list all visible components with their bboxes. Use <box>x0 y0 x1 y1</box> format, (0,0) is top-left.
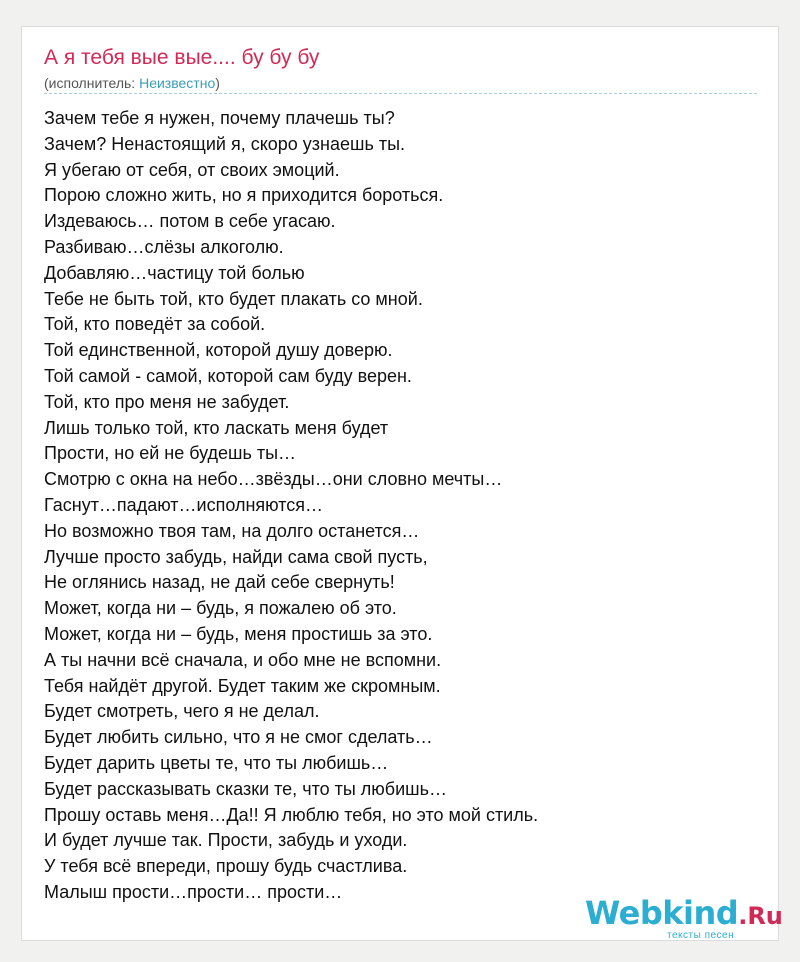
lyric-line: Той, кто про меня не забудет. <box>44 391 290 412</box>
lyric-line: У тебя всё впереди, прошу будь счастлива. <box>44 856 408 877</box>
lyric-line: Малыш прости…прости… прости… <box>44 881 343 902</box>
artist-line <box>44 74 220 92</box>
lyric-line: Той единственной, которой душу доверю. <box>44 340 393 361</box>
lyric-line: Зачем тебе я нужен, почему плачешь ты? <box>44 108 395 128</box>
lyric-line: А ты начни всё сначала, и обо мне не вспомни. <box>44 649 442 670</box>
lyric-line: Но возможно твоя там, на долго останется… <box>44 520 420 541</box>
lyrics-card <box>21 26 783 941</box>
lyric-line: Прошу оставь меня…Да!! Я люблю тебя, но это мой стиль. <box>44 804 539 825</box>
lyric-line: Гаснут…падают…исполняются… <box>44 494 324 515</box>
lyric-line: Той, кто поведёт за собой. <box>44 314 266 335</box>
lyric-line: Добавляю…частицу той болью <box>44 262 305 283</box>
lyric-line: Смотрю с окна на небо…звёзды…они словно мечты… <box>44 469 503 490</box>
lyric-line: Будет дарить цветы те, что ты любишь… <box>44 752 389 773</box>
lyric-line: Тебя найдёт другой. Будет таким же скромным. <box>44 675 441 696</box>
lyrics-text <box>44 106 538 906</box>
lyric-line: Я убегаю от себя, от своих эмоций. <box>44 159 340 180</box>
lyric-line: Той самой - самой, которой сам буду верен. <box>44 365 412 386</box>
artist-suffix: ) <box>215 75 220 91</box>
lyric-line: Порою сложно жить, но я приходится бороться. <box>44 185 444 206</box>
logo-wordmark <box>585 896 783 933</box>
lyric-line: Будет смотреть, чего я не делал. <box>44 701 320 722</box>
lyric-line: И будет лучше так. Прости, забудь и уходи. <box>44 830 408 851</box>
webkind-logo[interactable] <box>585 896 785 940</box>
logo-tagline: тексты песен <box>667 930 735 941</box>
logo-name: Webkind <box>585 894 739 932</box>
lyric-line: Будет рассказывать сказки те, что ты любишь… <box>44 778 447 799</box>
lyric-line: Разбиваю…слёзы алкоголю. <box>44 236 284 257</box>
lyric-line: Прости, но ей не будешь ты… <box>44 443 297 464</box>
header-divider <box>44 93 757 94</box>
song-title: А я тебя вые вые.... бу бу бу <box>44 46 320 69</box>
artist-link[interactable]: Неизвестно <box>139 75 216 91</box>
lyric-line: Лишь только той, кто ласкать меня будет <box>44 417 389 438</box>
lyric-line: Издеваюсь… потом в себе угасаю. <box>44 211 336 232</box>
lyric-line: Может, когда ни – будь, меня простишь за это. <box>44 623 433 644</box>
lyric-line: Не оглянись назад, не дай себе свернуть! <box>44 572 395 593</box>
lyric-line: Тебе не быть той, кто будет плакать со мной. <box>44 288 423 309</box>
lyric-line: Лучше просто забудь, найди сама свой пусть, <box>44 546 428 567</box>
lyric-line: Зачем? Ненастоящий я, скоро узнаешь ты. <box>44 133 406 154</box>
lyric-line: Будет любить сильно, что я не смог сделать… <box>44 727 433 748</box>
logo-domain: .Ru <box>738 902 783 930</box>
lyric-line: Может, когда ни – будь, я пожалею об это. <box>44 598 397 619</box>
artist-prefix: (исполнитель: <box>44 75 140 91</box>
